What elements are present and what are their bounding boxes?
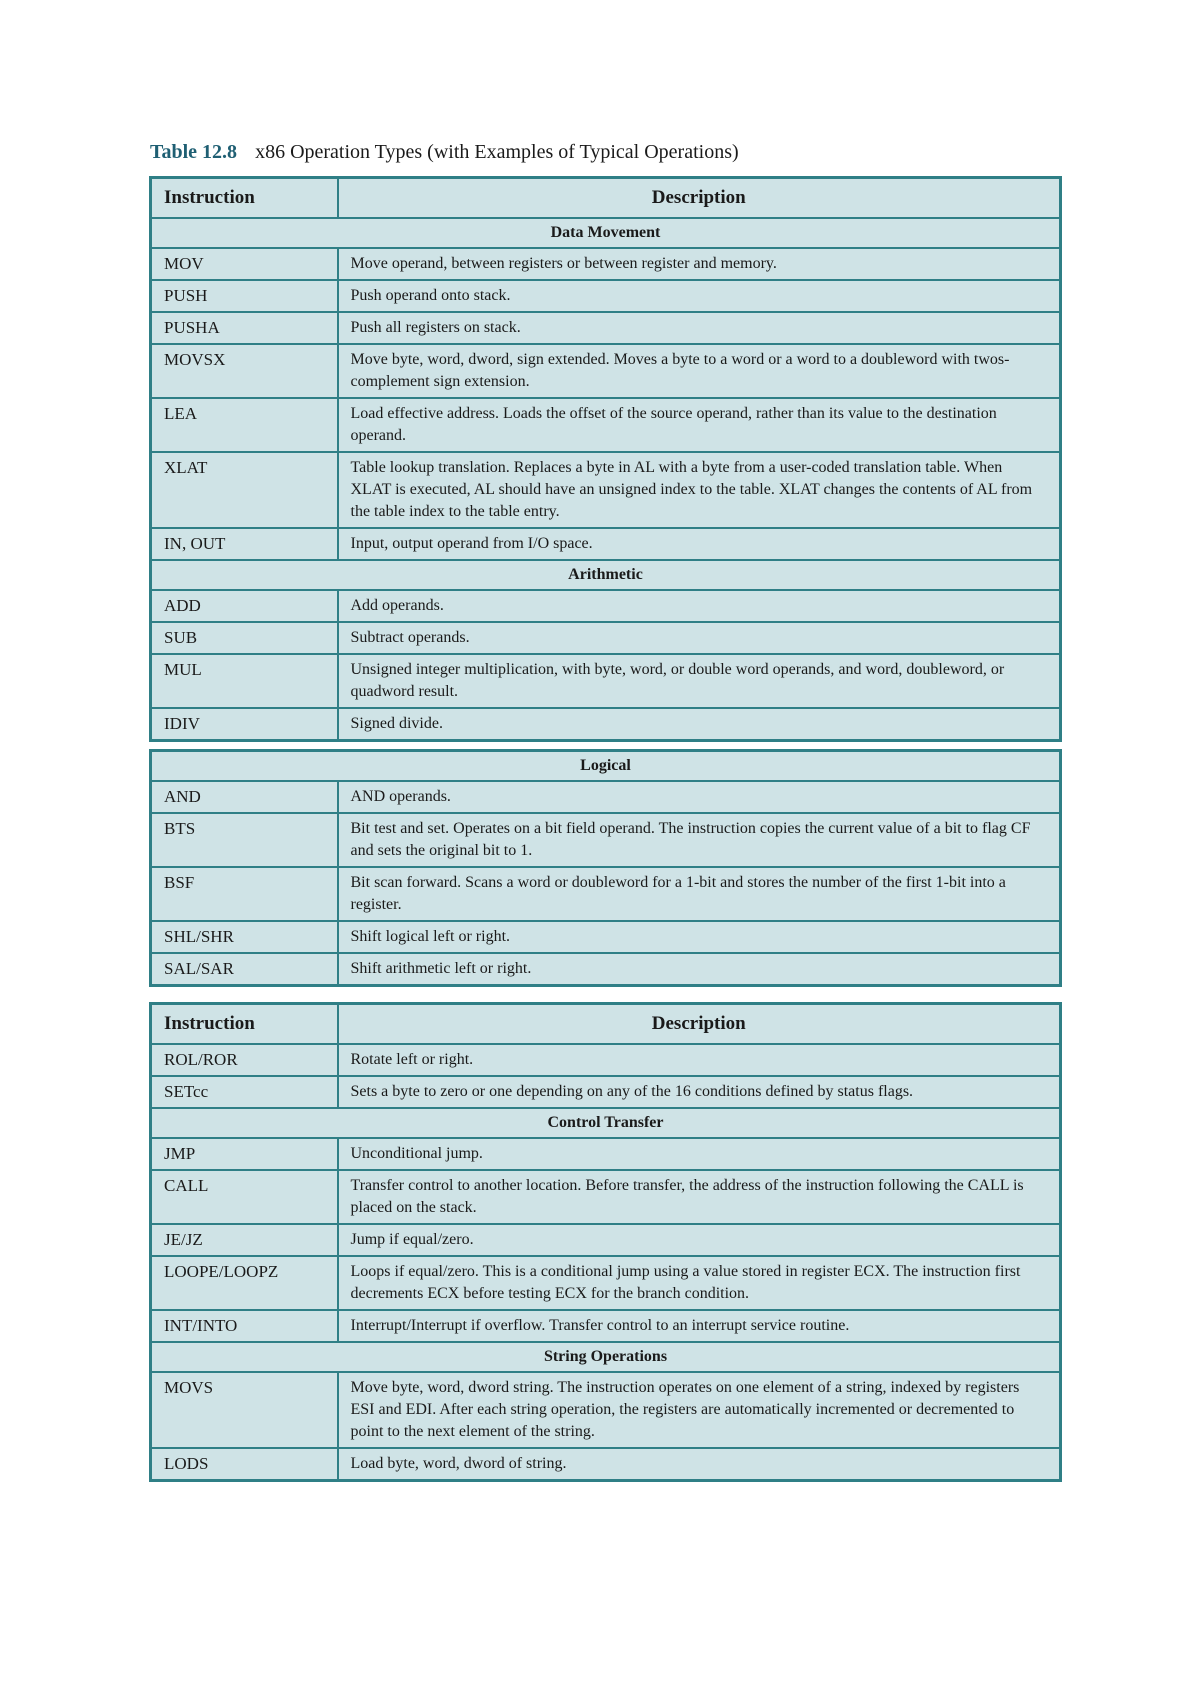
instruction-cell: ROL/ROR — [151, 1044, 338, 1076]
description-cell: Move byte, word, dword string. The instruction operates on one element of a string, indexed by registers ESI and EDI. After each string operation, the registers are automatically incremented or decremented to point to the next element of the string. — [338, 1372, 1061, 1448]
table-row — [151, 344, 1061, 398]
table-row — [151, 867, 1061, 921]
header-row — [151, 178, 1061, 219]
instruction-cell: LEA — [151, 398, 338, 452]
section-row — [151, 560, 1061, 590]
instruction-cell: CALL — [151, 1170, 338, 1224]
description-column-header: Description — [338, 178, 1061, 219]
table-row — [151, 280, 1061, 312]
table-row — [151, 654, 1061, 708]
instruction-cell: SAL/SAR — [151, 953, 338, 986]
description-cell: Subtract operands. — [338, 622, 1061, 654]
header-row — [151, 1004, 1061, 1045]
description-cell: Bit scan forward. Scans a word or doubleword for a 1-bit and stores the number of the first 1-bit into a register. — [338, 867, 1061, 921]
instruction-cell: AND — [151, 781, 338, 813]
description-cell: Signed divide. — [338, 708, 1061, 741]
description-cell: AND operands. — [338, 781, 1061, 813]
table-row — [151, 398, 1061, 452]
table-row — [151, 813, 1061, 867]
description-cell: Bit test and set. Operates on a bit field operand. The instruction copies the current value of a bit to flag CF and sets the original bit to 1. — [338, 813, 1061, 867]
table-row — [151, 1372, 1061, 1448]
table-row — [151, 921, 1061, 953]
table-number: Table 12.8 — [150, 141, 238, 163]
description-cell: Interrupt/Interrupt if overflow. Transfer control to an interrupt service routine. — [338, 1310, 1061, 1342]
operations-table-part-2 — [149, 749, 1062, 987]
table-title: x86 Operation Types (with Examples of Typical Operations) — [255, 141, 739, 163]
instruction-cell: MOV — [151, 248, 338, 280]
table-row — [151, 248, 1061, 280]
description-cell: Loops if equal/zero. This is a conditional jump using a value stored in register ECX. The instruction first decrements ECX before testing ECX for the branch condition. — [338, 1256, 1061, 1310]
description-cell: Sets a byte to zero or one depending on any of the 16 conditions defined by status flags. — [338, 1076, 1061, 1108]
description-cell: Shift arithmetic left or right. — [338, 953, 1061, 986]
table-row — [151, 1076, 1061, 1108]
table-row — [151, 590, 1061, 622]
section-heading: String Operations — [151, 1342, 1061, 1372]
table-row — [151, 528, 1061, 560]
table-row — [151, 708, 1061, 741]
instruction-cell: MUL — [151, 654, 338, 708]
description-column-header: Description — [338, 1004, 1061, 1045]
instruction-cell: MOVSX — [151, 344, 338, 398]
table-row — [151, 1310, 1061, 1342]
table-row — [151, 953, 1061, 986]
description-cell: Push operand onto stack. — [338, 280, 1061, 312]
section-row — [151, 751, 1061, 782]
description-cell: Transfer control to another location. Before transfer, the address of the instruction following the CALL is placed on the stack. — [338, 1170, 1061, 1224]
table-row — [151, 1044, 1061, 1076]
instruction-cell: LOOPE/LOOPZ — [151, 1256, 338, 1310]
section-heading: Control Transfer — [151, 1108, 1061, 1138]
operations-table-part-3 — [149, 1002, 1062, 1482]
table-body — [151, 751, 1061, 986]
description-cell: Push all registers on stack. — [338, 312, 1061, 344]
description-cell: Add operands. — [338, 590, 1061, 622]
instruction-cell: BTS — [151, 813, 338, 867]
instruction-column-header: Instruction — [151, 1004, 338, 1045]
instruction-cell: PUSHA — [151, 312, 338, 344]
description-cell: Move byte, word, dword, sign extended. Moves a byte to a word or a word to a doubleword with twos-complement sign extension. — [338, 344, 1061, 398]
description-cell: Load effective address. Loads the offset of the source operand, rather than its value to the destination operand. — [338, 398, 1061, 452]
table-body — [151, 1044, 1061, 1481]
description-cell: Move operand, between registers or between register and memory. — [338, 248, 1061, 280]
instruction-cell: LODS — [151, 1448, 338, 1481]
section-row — [151, 1342, 1061, 1372]
instruction-cell: PUSH — [151, 280, 338, 312]
instruction-cell: IDIV — [151, 708, 338, 741]
table-row — [151, 1138, 1061, 1170]
table-caption — [150, 141, 739, 164]
section-heading: Arithmetic — [151, 560, 1061, 590]
description-cell: Input, output operand from I/O space. — [338, 528, 1061, 560]
instruction-cell: XLAT — [151, 452, 338, 528]
instruction-cell: MOVS — [151, 1372, 338, 1448]
description-cell: Load byte, word, dword of string. — [338, 1448, 1061, 1481]
section-row — [151, 218, 1061, 248]
instruction-cell: JE/JZ — [151, 1224, 338, 1256]
instruction-cell: IN, OUT — [151, 528, 338, 560]
description-cell: Unconditional jump. — [338, 1138, 1061, 1170]
table-row — [151, 1256, 1061, 1310]
section-heading: Logical — [151, 751, 1061, 782]
table-row — [151, 622, 1061, 654]
table-row — [151, 1170, 1061, 1224]
description-cell: Table lookup translation. Replaces a byte in AL with a byte from a user-coded translation table. When XLAT is executed, AL should have an unsigned index to the table. XLAT changes the contents of AL from the table index to the table entry. — [338, 452, 1061, 528]
description-cell: Rotate left or right. — [338, 1044, 1061, 1076]
instruction-cell: SETcc — [151, 1076, 338, 1108]
description-cell: Unsigned integer multiplication, with byte, word, or double word operands, and word, doubleword, or quadword result. — [338, 654, 1061, 708]
operations-table-part-1 — [149, 176, 1062, 742]
instruction-column-header: Instruction — [151, 178, 338, 219]
instruction-cell: ADD — [151, 590, 338, 622]
description-cell: Shift logical left or right. — [338, 921, 1061, 953]
table-row — [151, 1448, 1061, 1481]
table-body — [151, 218, 1061, 741]
section-heading: Data Movement — [151, 218, 1061, 248]
instruction-cell: SHL/SHR — [151, 921, 338, 953]
instruction-cell: BSF — [151, 867, 338, 921]
table-row — [151, 452, 1061, 528]
description-cell: Jump if equal/zero. — [338, 1224, 1061, 1256]
instruction-cell: JMP — [151, 1138, 338, 1170]
instruction-cell: SUB — [151, 622, 338, 654]
table-row — [151, 312, 1061, 344]
section-row — [151, 1108, 1061, 1138]
table-row — [151, 1224, 1061, 1256]
table-row — [151, 781, 1061, 813]
instruction-cell: INT/INTO — [151, 1310, 338, 1342]
